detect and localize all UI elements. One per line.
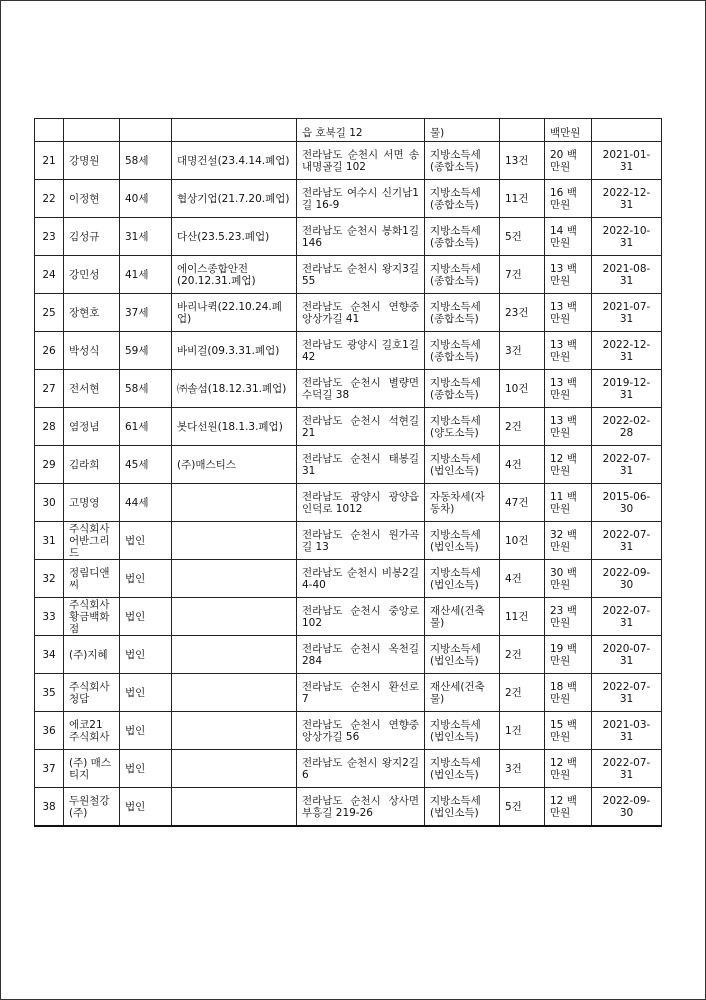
table-row [35,788,662,827]
delinquent-taxpayer-table [34,118,662,827]
cell-name: 고명영 [64,484,120,522]
cell-date: 2022-07-31 [592,674,662,712]
cell-date: 2021-08-31 [592,256,662,294]
cell-count: 2건 [500,674,545,712]
cell-count: 1건 [500,712,545,750]
cell-name [64,119,120,142]
cell-date [592,119,662,142]
cell-count: 13건 [500,142,545,180]
cell-address: 전라남도 광양시 길호1길 42 [297,332,425,370]
cell-tax-type: 지방소득세(법인소득) [425,446,500,484]
cell-date: 2020-07-31 [592,636,662,674]
cell-business [172,788,297,827]
cell-business [172,712,297,750]
cell-age: 59세 [120,332,172,370]
cell-count: 3건 [500,332,545,370]
table-row [35,180,662,218]
table-row [35,636,662,674]
cell-date: 2022-09-30 [592,788,662,827]
cell-age: 41세 [120,256,172,294]
cell-address: 전라남도 여수시 신기남1길 16-9 [297,180,425,218]
cell-amount: 20 백만원 [545,142,592,180]
cell-amount: 32 백만원 [545,522,592,560]
cell-no: 30 [35,484,64,522]
cell-no: 34 [35,636,64,674]
cell-count [500,119,545,142]
table-row [35,674,662,712]
cell-age: 법인 [120,674,172,712]
cell-tax-type: 지방소득세(종합소득) [425,180,500,218]
table-row [35,484,662,522]
cell-count: 3건 [500,750,545,788]
cell-age: 31세 [120,218,172,256]
cell-business [172,119,297,142]
table-row [35,218,662,256]
cell-business: 봇다선원(18.1.3.폐업) [172,408,297,446]
cell-age: 법인 [120,636,172,674]
table-row [35,712,662,750]
cell-age [120,119,172,142]
cell-business [172,636,297,674]
cell-business [172,674,297,712]
cell-address: 전라남도 순천시 봉화1길 146 [297,218,425,256]
cell-name: 염정념 [64,408,120,446]
cell-business [172,560,297,598]
cell-amount: 12 백만원 [545,750,592,788]
cell-business [172,750,297,788]
cell-count: 5건 [500,788,545,827]
cell-age: 58세 [120,370,172,408]
table-row [35,256,662,294]
cell-no: 25 [35,294,64,332]
cell-no: 36 [35,712,64,750]
cell-name: 박성식 [64,332,120,370]
cell-business [172,484,297,522]
cell-amount: 18 백만원 [545,674,592,712]
cell-count: 11건 [500,598,545,636]
cell-business: 바리나퀵(22.10.24.폐업) [172,294,297,332]
cell-name: 주식회사 어반그리드 [64,522,120,560]
cell-tax-type: 지방소득세(법인소득) [425,636,500,674]
cell-tax-type: 자동차세(자동차) [425,484,500,522]
cell-address: 전라남도 순천시 석현길 21 [297,408,425,446]
cell-address: 전라남도 광양시 광양읍 인덕로 1012 [297,484,425,522]
cell-name: (주)지혜 [64,636,120,674]
cell-tax-type: 지방소득세(종합소득) [425,294,500,332]
cell-date: 2021-07-31 [592,294,662,332]
cell-tax-type: 재산세(건축물) [425,674,500,712]
table-row-continued [35,119,662,142]
cell-amount: 13 백만원 [545,370,592,408]
cell-no: 21 [35,142,64,180]
cell-business: ㈜솔섬(18.12.31.폐업) [172,370,297,408]
cell-age: 61세 [120,408,172,446]
table-row [35,294,662,332]
cell-date: 2022-07-31 [592,522,662,560]
cell-address: 전라남도 순천시 환선로 7 [297,674,425,712]
cell-tax-type: 지방소득세(법인소득) [425,712,500,750]
cell-business [172,598,297,636]
cell-count: 7건 [500,256,545,294]
cell-date: 2015-06-30 [592,484,662,522]
cell-address: 전라남도 순천시 왕지2길 6 [297,750,425,788]
cell-no: 24 [35,256,64,294]
cell-age: 44세 [120,484,172,522]
cell-tax-type: 지방소득세(법인소득) [425,788,500,827]
cell-business [172,522,297,560]
cell-amount: 12 백만원 [545,788,592,827]
cell-address: 전라남도 순천시 옥천길 284 [297,636,425,674]
cell-no: 23 [35,218,64,256]
cell-no: 38 [35,788,64,827]
cell-date: 2021-03-31 [592,712,662,750]
table-row [35,332,662,370]
cell-amount: 14 백만원 [545,218,592,256]
cell-tax-type: 지방소득세(종합소득) [425,218,500,256]
cell-name: 전서현 [64,370,120,408]
cell-no: 22 [35,180,64,218]
cell-count: 2건 [500,636,545,674]
cell-amount: 23 백만원 [545,598,592,636]
cell-amount: 30 백만원 [545,560,592,598]
cell-address: 전라남도 순천시 연향중앙상가길 56 [297,712,425,750]
cell-address: 전라남도 순천시 연향중앙상가길 41 [297,294,425,332]
cell-amount: 13 백만원 [545,332,592,370]
cell-tax-type: 지방소득세(법인소득) [425,560,500,598]
cell-age: 37세 [120,294,172,332]
cell-tax-type: 지방소득세(종합소득) [425,370,500,408]
cell-business: 다산(23.5.23.폐업) [172,218,297,256]
cell-address: 읍 호북길 12 [297,119,425,142]
cell-age: 45세 [120,446,172,484]
cell-name: 강명원 [64,142,120,180]
cell-name: 김성규 [64,218,120,256]
cell-amount: 13 백만원 [545,294,592,332]
cell-no: 32 [35,560,64,598]
cell-amount: 12 백만원 [545,446,592,484]
cell-age: 법인 [120,598,172,636]
table-row [35,370,662,408]
cell-address: 전라남도 순천시 중앙로 102 [297,598,425,636]
cell-business: (주)매스티스 [172,446,297,484]
cell-count: 10건 [500,522,545,560]
cell-name: 두원철강(주) [64,788,120,827]
table-row [35,446,662,484]
cell-no: 27 [35,370,64,408]
cell-date: 2022-12-31 [592,180,662,218]
cell-tax-type: 물) [425,119,500,142]
cell-name: 장현호 [64,294,120,332]
cell-tax-type: 지방소득세(양도소득) [425,408,500,446]
cell-name: 주식회사 청담 [64,674,120,712]
cell-count: 5건 [500,218,545,256]
cell-amount: 백만원 [545,119,592,142]
cell-business: 협상기업(21.7.20.폐업) [172,180,297,218]
table-row [35,522,662,560]
cell-no [35,119,64,142]
table-row [35,598,662,636]
cell-tax-type: 재산세(건축물) [425,598,500,636]
cell-date: 2022-10-31 [592,218,662,256]
cell-address: 전라남도 순천시 서면 송내명골길 102 [297,142,425,180]
cell-count: 4건 [500,446,545,484]
cell-address: 전라남도 순천시 원가곡길 13 [297,522,425,560]
cell-date: 2022-07-31 [592,598,662,636]
cell-business: 에이스종합안전(20.12.31.폐업) [172,256,297,294]
cell-count: 10건 [500,370,545,408]
cell-amount: 19 백만원 [545,636,592,674]
cell-tax-type: 지방소득세(종합소득) [425,142,500,180]
table-row [35,408,662,446]
cell-date: 2021-01-31 [592,142,662,180]
cell-no: 29 [35,446,64,484]
cell-name: 김라희 [64,446,120,484]
cell-name: 에코21 주식회사 [64,712,120,750]
cell-name: 이정현 [64,180,120,218]
cell-age: 40세 [120,180,172,218]
cell-date: 2022-07-31 [592,750,662,788]
cell-name: 주식회사 황금백화점 [64,598,120,636]
cell-date: 2022-12-31 [592,332,662,370]
cell-business: 대명건설(23.4.14.폐업) [172,142,297,180]
cell-age: 58세 [120,142,172,180]
cell-age: 법인 [120,788,172,827]
cell-address: 전라남도 순천시 태봉길 31 [297,446,425,484]
cell-no: 33 [35,598,64,636]
cell-age: 법인 [120,560,172,598]
cell-count: 47건 [500,484,545,522]
cell-name: (주) 매스티지 [64,750,120,788]
cell-no: 37 [35,750,64,788]
cell-age: 법인 [120,712,172,750]
cell-no: 28 [35,408,64,446]
cell-tax-type: 지방소득세(법인소득) [425,750,500,788]
cell-date: 2022-09-30 [592,560,662,598]
cell-count: 4건 [500,560,545,598]
table-row [35,142,662,180]
cell-amount: 13 백만원 [545,256,592,294]
cell-no: 26 [35,332,64,370]
cell-date: 2019-12-31 [592,370,662,408]
cell-tax-type: 지방소득세(종합소득) [425,332,500,370]
cell-count: 2건 [500,408,545,446]
cell-business: 바비걸(09.3.31.폐업) [172,332,297,370]
cell-tax-type: 지방소득세(종합소득) [425,256,500,294]
cell-address: 전라남도 순천시 상사면 부흥길 219-26 [297,788,425,827]
cell-address: 전라남도 순천시 비봉2길 4-40 [297,560,425,598]
cell-date: 2022-02-28 [592,408,662,446]
cell-no: 31 [35,522,64,560]
cell-name: 강민성 [64,256,120,294]
cell-address: 전라남도 순천시 별량면 수덕길 38 [297,370,425,408]
cell-address: 전라남도 순천시 왕지3길 55 [297,256,425,294]
table-row [35,560,662,598]
cell-amount: 11 백만원 [545,484,592,522]
cell-date: 2022-07-31 [592,446,662,484]
cell-amount: 13 백만원 [545,408,592,446]
cell-amount: 15 백만원 [545,712,592,750]
cell-no: 35 [35,674,64,712]
cell-count: 11건 [500,180,545,218]
cell-name: 정림디앤씨 [64,560,120,598]
cell-amount: 16 백만원 [545,180,592,218]
table-row [35,750,662,788]
cell-age: 법인 [120,522,172,560]
cell-age: 법인 [120,750,172,788]
cell-count: 23건 [500,294,545,332]
cell-tax-type: 지방소득세(법인소득) [425,522,500,560]
